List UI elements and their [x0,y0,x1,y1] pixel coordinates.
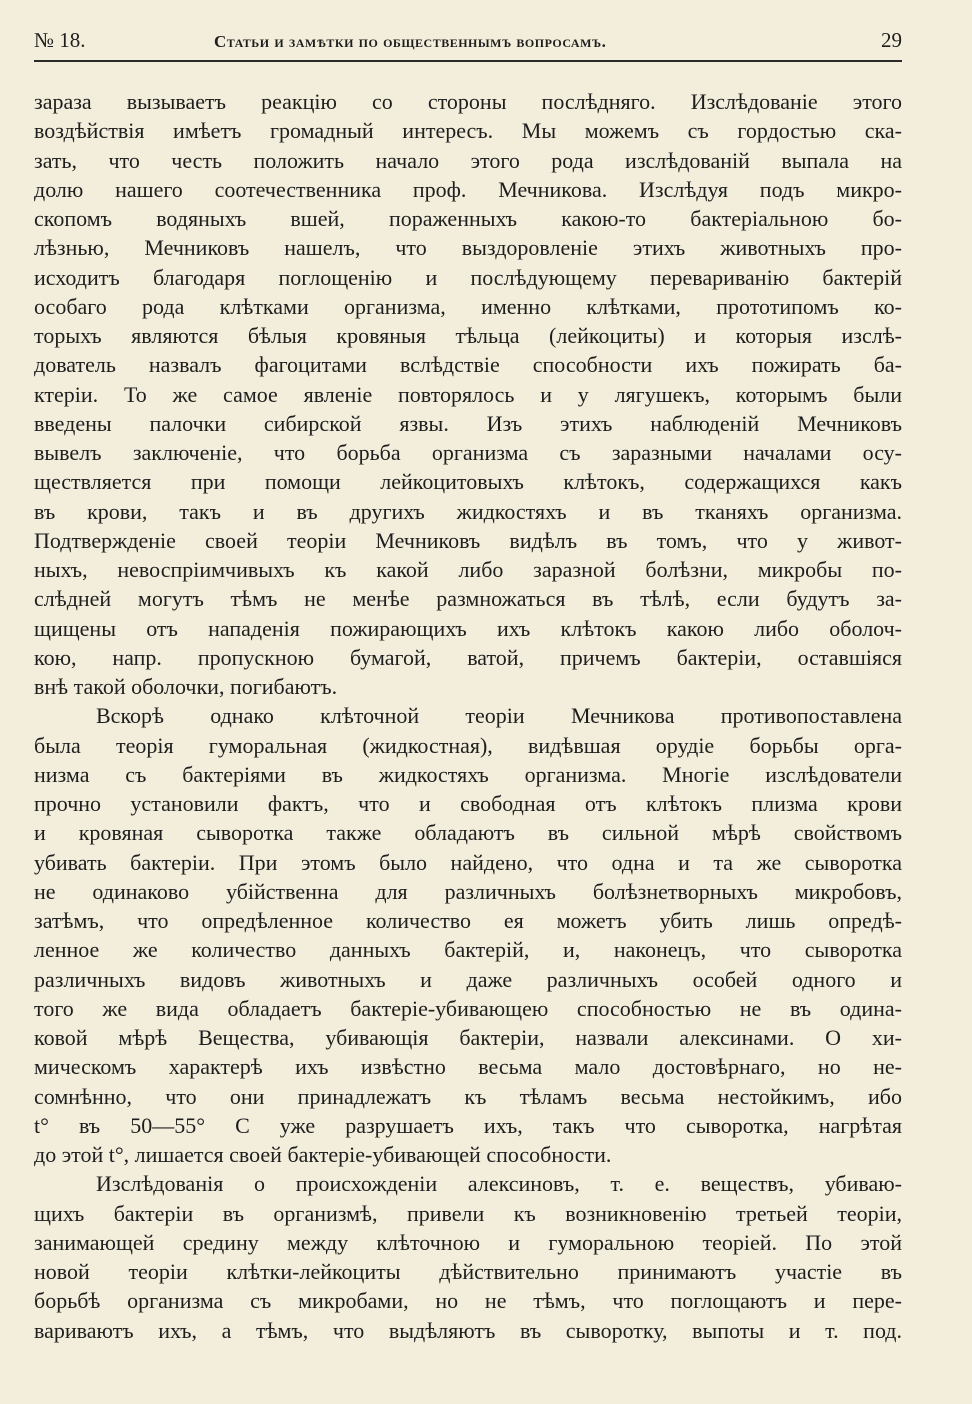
running-header [34,28,902,58]
header-rule [34,60,902,62]
text-line: воздѣйствія имѣетъ громадный интересъ. Мы можемъ съ гордостью ска- [34,118,902,144]
text-line: не одинаково убійственна для различныхъ болѣзнетворныхъ микробовъ, [34,878,902,904]
text-line: до этой t°, лишается своей бактеріе-убивающей способности. [34,1142,612,1167]
text-line: того же вида обладаетъ бактеріе-убивающею способностью не въ одина- [34,995,902,1021]
text-line: t° въ 50—55° C уже разрушаетъ ихъ, такъ что сыворотка, нагрѣтая [34,1112,902,1138]
text-line: различныхъ видовъ животныхъ и даже различныхъ особей одного и [34,966,902,992]
text-line: ктеріи. То же самое явленіе повторялось и у лягушекъ, которымъ были [34,381,902,407]
text-line: прочно установили фактъ, что и свободная отъ клѣтокъ плизма крови [34,791,902,816]
issue-number: № 18. [34,28,86,52]
text-line: щищены отъ нападенія пожирающихъ ихъ клѣтокъ какою либо оболоч- [34,615,902,641]
text-line: кою, напр. пропускною бумагой, ватой, причемъ бактеріи, оставшіяся [34,644,902,670]
page-number: 29 [881,28,902,52]
text-line: въ крови, такъ и въ другихъ жидкостяхъ и въ тканяхъ организма. [34,498,902,524]
text-line: торыхъ являются бѣлыя кровяныя тѣльца (лейкоциты) и которыя изслѣ- [34,323,902,348]
article-body [34,87,902,1345]
text-line: занимающей средину между клѣточною и гуморальною теоріей. По этой [34,1229,902,1255]
text-line: ленное же количество данныхъ бактерій, и, наконецъ, что сыворотка [34,937,902,963]
text-line: и кровяная сыворотка также обладаютъ въ сильной мѣрѣ свойствомъ [34,820,902,846]
text-line: исходитъ благодаря поглощенію и послѣдующему перевариванію бактерій [34,264,902,290]
text-line: ныхъ, невоспріимчивыхъ къ какой либо заразной болѣзни, микробы по- [34,557,902,582]
text-line: Вскорѣ однако клѣточной теоріи Мечникова противопоставлена [96,703,902,729]
text-line: введены палочки сибирской язвы. Изъ этихъ наблюденій Мечниковъ [34,410,902,436]
text-line: внѣ такой оболочки, погибаютъ. [34,674,338,699]
text-line: борьбѣ организма съ микробами, но не тѣмъ, что поглощаютъ и пере- [34,1288,902,1314]
text-line: слѣдней могутъ тѣмъ не менѣе размножаться въ тѣлѣ, если будутъ за- [34,586,902,612]
text-line: Подтвержденіе своей теоріи Мечниковъ видѣлъ въ томъ, что у живот- [34,527,902,553]
text-line: мическомъ характерѣ ихъ извѣстно весьма мало достовѣрнаго, но не- [34,1054,902,1080]
text-line: особаго рода клѣтками организма, именно клѣтками, прототипомъ ко- [34,293,902,319]
text-line: зать, что честь положить начало этого рода изслѣдованій выпала на [34,147,902,173]
text-line: зараза вызываетъ реакцію со стороны послѣдняго. Изслѣдованіе этого [34,89,902,114]
text-line: вывелъ заключеніе, что борьба организма съ заразными началами осу- [34,440,902,465]
text-line: долю нашего соотечественника проф. Мечникова. Изслѣдуя подъ микро- [34,176,902,202]
text-line: ществляется при помощи лейкоцитовыхъ клѣтокъ, содержащихся какъ [34,469,902,495]
text-line: Изслѣдованія о происхожденіи алексиновъ, т. е. веществъ, убиваю- [96,1171,902,1197]
text-line: низма съ бактеріями въ жидкостяхъ организма. Многіе изслѣдователи [34,761,902,787]
section-title: Статьи и замѣтки по общественнымъ вопросамъ. [214,32,607,51]
text-line: щихъ бактеріи въ организмѣ, привели къ возникновенію третьей теоріи, [34,1200,902,1226]
text-line: затѣмъ, что опредѣленное количество ея можетъ убить лишь опредѣ- [34,908,902,933]
text-line: вариваютъ ихъ, а тѣмъ, что выдѣляютъ въ сыворотку, выпоты и т. под. [34,1317,902,1343]
text-line: была теорія гуморальная (жидкостная), видѣвшая орудіе борьбы орга- [34,732,902,758]
text-line: дователь назвалъ фагоцитами вслѣдствіе способности ихъ пожирать ба- [34,352,902,378]
text-line: новой теоріи клѣтки-лейкоциты дѣйствительно принимаютъ участіе въ [34,1259,902,1284]
text-line: сомнѣнно, что они принадлежатъ къ тѣламъ весьма нестойкимъ, ибо [34,1083,902,1109]
text-line: ковой мѣрѣ Вещества, убивающія бактеріи, назвали алексинами. О хи- [34,1025,902,1050]
text-line: скопомъ водяныхъ вшей, пораженныхъ какою-то бактеріальною бо- [34,206,902,231]
text-line: убивать бактеріи. При этомъ было найдено, что одна и та же сыворотка [34,849,902,875]
text-line: лѣзнью, Мечниковъ нашелъ, что выздоровленіе этихъ животныхъ про- [34,235,902,261]
